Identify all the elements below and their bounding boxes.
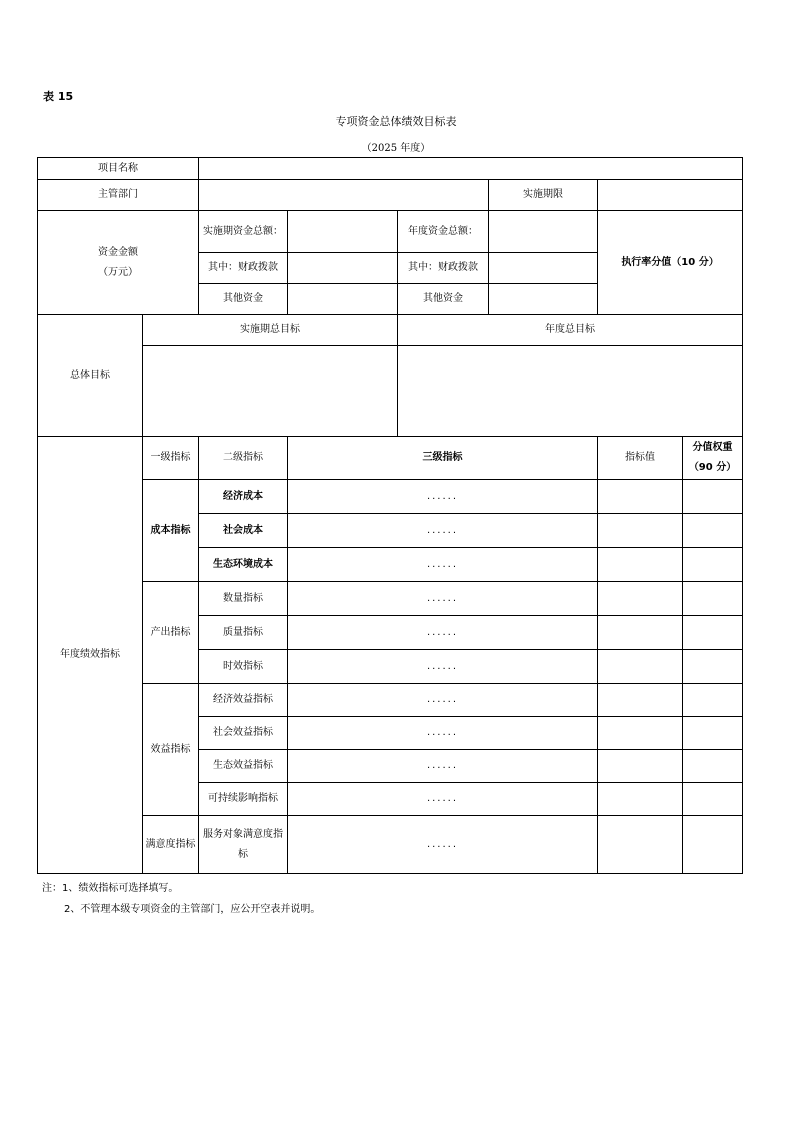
annual-total-label: 年度资金总额： <box>398 211 489 253</box>
project-name-label: 项目名称 <box>38 158 199 180</box>
annual-fiscal-label: 其中：财政拨款 <box>398 253 489 284</box>
indicator-weight-cell[interactable] <box>683 650 743 684</box>
page-title: 专项资金总体绩效目标表 <box>335 115 457 128</box>
level3-placeholder[interactable]: ...... <box>288 650 598 684</box>
note-1: 注：1、绩效指标可选择填写。 <box>42 883 179 894</box>
level3-placeholder[interactable]: ...... <box>288 684 598 717</box>
notes <box>42 878 320 920</box>
output-indicator-label: 产出指标 <box>143 582 199 684</box>
col-level1-header: 一级指标 <box>143 437 199 480</box>
funds-unit: （万元） <box>98 266 138 278</box>
annual-other-label: 其他资金 <box>398 284 489 315</box>
note-2: 2、不管理本级专项资金的主管部门，应公开空表并说明。 <box>64 904 321 915</box>
level3-placeholder[interactable]: ...... <box>288 717 598 750</box>
indicator-weight-cell[interactable] <box>683 480 743 514</box>
period-goal-label: 实施期总目标 <box>143 315 398 346</box>
col-level3-header: 三级指标 <box>288 437 598 480</box>
indicator-value-cell[interactable] <box>598 750 683 783</box>
level3-placeholder[interactable]: ...... <box>288 783 598 816</box>
period-label: 实施期限 <box>489 180 598 211</box>
indicator-value-cell[interactable] <box>598 616 683 650</box>
output-item: 数量指标 <box>199 582 288 616</box>
level3-placeholder[interactable]: ...... <box>288 616 598 650</box>
indicator-weight-cell[interactable] <box>683 684 743 717</box>
col-weight-header: 分值权重（90 分） <box>683 437 743 480</box>
level3-placeholder[interactable]: ...... <box>288 480 598 514</box>
period-goal-value[interactable] <box>143 346 398 437</box>
cost-item: 社会成本 <box>199 514 288 548</box>
indicator-weight-cell[interactable] <box>683 548 743 582</box>
benefit-item: 社会效益指标 <box>199 717 288 750</box>
level3-placeholder[interactable]: ...... <box>288 816 598 874</box>
annual-fiscal-value[interactable] <box>489 253 598 284</box>
indicator-value-cell[interactable] <box>598 514 683 548</box>
annual-goal-value[interactable] <box>398 346 743 437</box>
cost-item: 经济成本 <box>199 480 288 514</box>
indicator-weight-cell[interactable] <box>683 717 743 750</box>
indicator-value-cell[interactable] <box>598 717 683 750</box>
level3-placeholder[interactable]: ...... <box>288 548 598 582</box>
period-other-label: 其他资金 <box>199 284 288 315</box>
period-total-label: 实施期资金总额： <box>199 211 288 253</box>
satisfaction-indicator-label: 满意度指标 <box>143 816 199 874</box>
benefit-item: 经济效益指标 <box>199 684 288 717</box>
col-value-header: 指标值 <box>598 437 683 480</box>
period-fiscal-value[interactable] <box>288 253 398 284</box>
satisfaction-item: 服务对象满意度指标 <box>199 816 288 874</box>
indicator-weight-cell[interactable] <box>683 582 743 616</box>
indicator-value-cell[interactable] <box>598 816 683 874</box>
output-item: 质量指标 <box>199 616 288 650</box>
indicator-weight-cell[interactable] <box>683 514 743 548</box>
level3-placeholder[interactable]: ...... <box>288 750 598 783</box>
page-label: 表 15 <box>43 90 74 103</box>
indicator-value-cell[interactable] <box>598 650 683 684</box>
cost-item: 生态环境成本 <box>199 548 288 582</box>
annual-other-value[interactable] <box>489 284 598 315</box>
benefit-item: 可持续影响指标 <box>199 783 288 816</box>
benefit-indicator-label: 效益指标 <box>143 684 199 816</box>
page-subtitle: （2025 年度） <box>361 143 431 154</box>
indicator-value-cell[interactable] <box>598 548 683 582</box>
indicator-value-cell[interactable] <box>598 783 683 816</box>
level3-placeholder[interactable]: ...... <box>288 514 598 548</box>
col-level2-header: 二级指标 <box>199 437 288 480</box>
annual-goal-label: 年度总目标 <box>398 315 743 346</box>
project-name-value[interactable] <box>199 158 743 180</box>
exec-score-cell: 执行率分值（10 分） <box>598 211 743 315</box>
funds-label: 资金金额 <box>98 246 138 258</box>
period-other-value[interactable] <box>288 284 398 315</box>
dept-label: 主管部门 <box>38 180 199 211</box>
cost-indicator-label: 成本指标 <box>143 480 199 582</box>
funds-label-cell <box>38 211 199 315</box>
indicator-weight-cell[interactable] <box>683 750 743 783</box>
annual-total-value[interactable] <box>489 211 598 253</box>
indicators-section-label: 年度绩效指标 <box>38 437 143 874</box>
indicator-weight-cell[interactable] <box>683 783 743 816</box>
level3-placeholder[interactable]: ...... <box>288 582 598 616</box>
dept-value[interactable] <box>199 180 489 211</box>
indicator-value-cell[interactable] <box>598 684 683 717</box>
indicator-value-cell[interactable] <box>598 480 683 514</box>
performance-goal-table <box>37 157 743 874</box>
output-item: 时效指标 <box>199 650 288 684</box>
period-value[interactable] <box>598 180 743 211</box>
benefit-item: 生态效益指标 <box>199 750 288 783</box>
indicator-value-cell[interactable] <box>598 582 683 616</box>
indicator-weight-cell[interactable] <box>683 616 743 650</box>
period-fiscal-label: 其中：财政拨款 <box>199 253 288 284</box>
indicator-weight-cell[interactable] <box>683 816 743 874</box>
period-total-value[interactable] <box>288 211 398 253</box>
overall-goal-label: 总体目标 <box>38 315 143 437</box>
